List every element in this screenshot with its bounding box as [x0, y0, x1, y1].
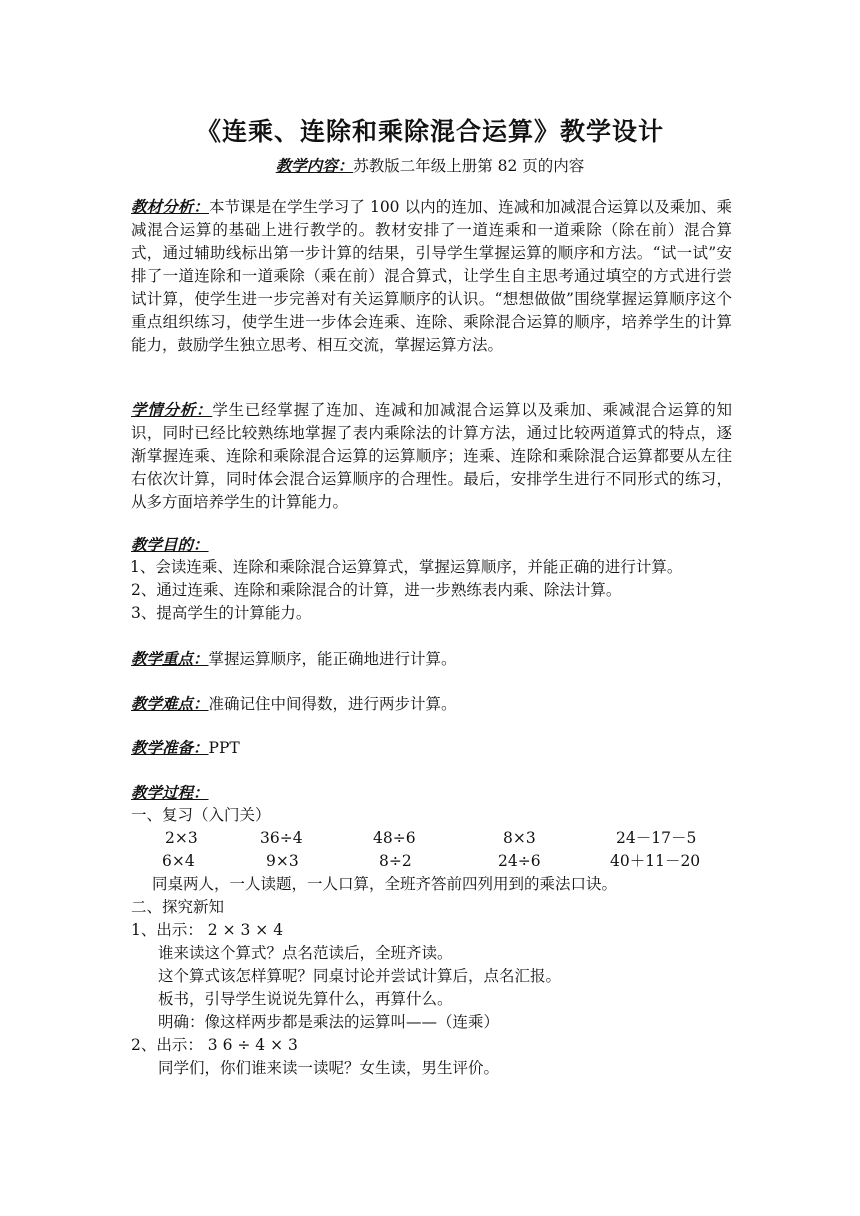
- material-analysis-text: 本节课是在学生学习了 100 以内的连加、连减和加减混合运算以及乘加、乘减混合运算的基础上进行教学的。教材安排了一道连乘和一道乘除（除在前）混合算式，通过辅助线标出第一步计算的结果，引导学生掌握运算的顺序和方法。“试一试”安排了一道连除和一道乘除（乘在前）混合算式，让学生自主思考通过填空的方式进行尝试计算，使学生进一步完善对有关运算顺序的认识。“想想做做”围绕掌握运算顺序这个重点组织练习，使学生进一步体会连乘、连除、乘除混合运算的顺序，培养学生的计算能力，鼓励学生独立思考、相互交流，掌握运算方法。: [131, 198, 732, 354]
- student-analysis-label: 学情分析：: [131, 400, 213, 419]
- review-expression: 36÷4: [260, 829, 303, 847]
- difficulty-text: 准确记住中间得数，进行两步计算。: [208, 695, 457, 713]
- step-2-heading: 2、出示： 3 6 ÷ 4 × 3: [131, 1036, 298, 1054]
- review-expression: 24÷6: [498, 852, 541, 870]
- student-analysis-text: 学生已经掌握了连加、连减和加减混合运算以及乘加、乘减混合运算的知识，同时已经比较熟练地掌握了表内乘除法的计算方法，通过比较两道算式的特点，逐渐掌握连乘、连除和乘除混合运算的运算顺序；连乘、连除和乘除混合运算都要从左往右依次计算，同时体会混合运算顺序的合理性。最后，安排学生进行不同形式的练习，从多方面培养学生的计算能力。: [131, 401, 732, 511]
- teaching-content-text: 苏教版二年级上册第 82 页的内容: [353, 157, 585, 175]
- key-point-text: 掌握运算顺序，能正确地进行计算。: [208, 650, 457, 668]
- review-expression: 6×4: [162, 852, 195, 870]
- difficulty-section: [131, 692, 732, 716]
- step-1-line: 谁来读这个算式？点名范读后，全班齐读。: [158, 944, 453, 962]
- step-2-line: 同学们，你们谁来读一读呢？女生读，男生评价。: [158, 1059, 500, 1077]
- step-1-heading: 1、出示： 2 × 3 × 4: [131, 921, 284, 939]
- key-point-section: [131, 647, 732, 671]
- goal-item: 2、通过连乘、连除和乘除混合的计算，进一步熟练表内乘、除法计算。: [131, 581, 622, 599]
- review-expression: 40＋11－20: [610, 852, 701, 870]
- step-1-line: 这个算式该怎样算呢？同桌讨论并尝试计算后，点名汇报。: [158, 967, 562, 985]
- process-label: 教学过程：: [131, 783, 209, 802]
- goals-section: [131, 533, 732, 625]
- key-point-label: 教学重点：: [131, 649, 209, 668]
- explore-heading: 二、探究新知: [131, 898, 225, 916]
- document-title: 《连乘、连除和乘除混合运算》教学设计: [195, 117, 664, 146]
- review-row: [131, 850, 732, 873]
- review-expression: 8×3: [503, 829, 536, 847]
- goals-label: 教学目的：: [131, 535, 209, 554]
- step-1-line: 明确：像这样两步都是乘法的运算叫——（连乘）: [158, 1013, 500, 1031]
- review-heading: 一、复习（入门关）: [131, 806, 271, 824]
- review-expression: 9×3: [266, 852, 299, 870]
- review-row: [131, 827, 732, 850]
- material-analysis-label: 教材分析：: [131, 197, 209, 216]
- teaching-content-label: 教学内容：: [275, 156, 354, 175]
- preparation-section: [131, 736, 732, 760]
- goal-item: 1、会读连乘、连除和乘除混合运算算式，掌握运算顺序，并能正确的进行计算。: [130, 558, 683, 576]
- student-analysis-section: [131, 398, 732, 514]
- step-1-line: 板书，引导学生说说先算什么，再算什么。: [158, 990, 453, 1008]
- goal-item: 3、提高学生的计算能力。: [131, 604, 312, 622]
- difficulty-label: 教学难点：: [131, 694, 209, 713]
- review-note: 同桌两人，一人读题，一人口算，全班齐答前四列用到的乘法口诀。: [152, 875, 618, 893]
- review-expression: 8÷2: [379, 852, 412, 870]
- review-expression: 2×3: [165, 829, 198, 847]
- review-expression: 24－17－5: [616, 829, 697, 847]
- teaching-content: [0, 154, 860, 176]
- review-expression: 48÷6: [373, 829, 416, 847]
- preparation-label: 教学准备：: [131, 738, 209, 757]
- process-section: [131, 781, 732, 1080]
- preparation-text: PPT: [208, 739, 240, 757]
- material-analysis-section: [131, 195, 732, 357]
